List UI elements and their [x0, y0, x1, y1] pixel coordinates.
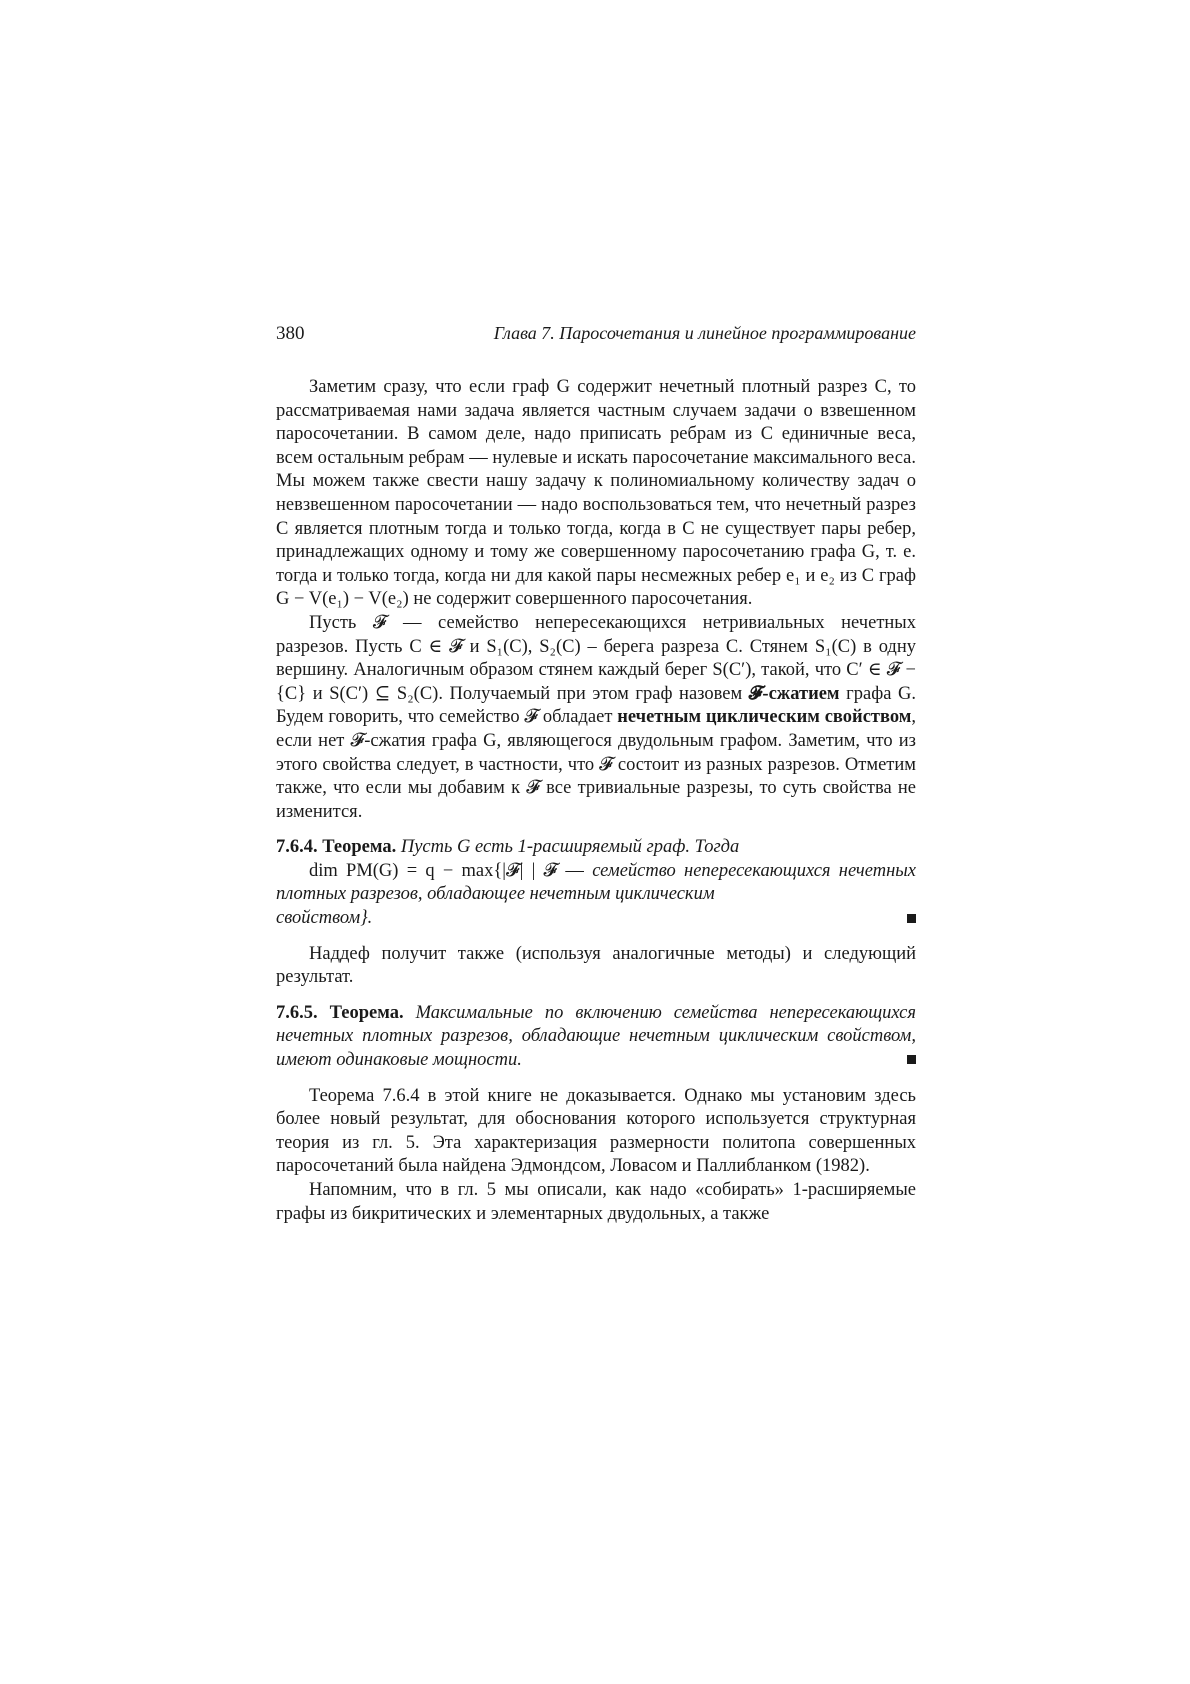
term-f-contraction: 𝓕-сжатием	[748, 683, 840, 704]
end-of-proof-icon	[907, 914, 916, 923]
paragraph-1: Заметим сразу, что если граф G содержит нечетный плотный разрез C, то рассматриваемая нами задача является частным случаем задачи о взвешенном паросочетании. В самом деле, надо приписать ребрам из C единичные веса, всем остальным ребрам — нулевые и искать паросочетание максимального веса. Мы можем также свести нашу задачу к полиномиальному количеству задач о невзвешенном паросочетании — надо воспользоваться тем, что нечетный разрез C является плотным тогда и только тогда, когда в C не существует пары ребер, принадлежащих одному и тому же совершенному паросочетанию графа G, т. е. тогда и только тогда, когда ни для какой пары несмежных ребер e₁ и e₂ из C граф G − V(e₁) − V(e₂) не содержит совершенного паросочетания.	[276, 377, 916, 610]
theorem-number: 7.6.4.	[276, 837, 318, 858]
paragraph-2-text-e: , если нет 𝓕-сжатия графа G, являющегося двудольным графом. Заметим, что из этого свойства следует, в частности, что 𝓕 состоит из разных разрезов. Отметим также, что если мы добавим к 𝓕 все тривиальные разрезы, то суть свойства не изменится.	[276, 707, 916, 822]
theorem-7-6-5	[276, 1002, 916, 1073]
theorem-word: Теорема.	[329, 1002, 404, 1023]
theorem-number: 7.6.5.	[276, 1002, 318, 1023]
end-of-proof-icon	[907, 1055, 916, 1064]
page-number: 380	[276, 323, 305, 344]
formula-rest: семейство непересекающихся нечетных плотных разрезов, обладающее нечетным циклическим	[276, 860, 916, 905]
theorem-statement: Максимальные по включению семейства непересекающихся нечетных плотных разрезов, обладающие нечетным циклическим свойством, имеют одинаковые мощности.	[276, 1002, 916, 1071]
term-odd-cycle-property: нечетным циклическим свойством	[617, 707, 912, 728]
running-head: Глава 7. Паросочетания и линейное программирование	[493, 323, 916, 343]
theorem-formula-tail	[276, 907, 916, 931]
paragraph-5: Напомним, что в гл. 5 мы описали, как надо «собирать» 1-расширяемые графы из бикритических и элементарных двудольных, а также	[276, 1180, 916, 1224]
theorem-word: Теорема.	[322, 837, 397, 858]
paragraph-2-text-a: Пусть 𝓕 — семейство непересекающихся нетривиальных нечетных разрезов. Пусть C ∈ 𝓕 и S₁(C), S₂(C) – берега разреза C. Стянем S₁(C) в одну вершину. Аналогичным образом стянем каждый берег S(C′), такой, что C′ ∈ 𝓕 − {C} и S(C′) ⊆ S₂(C). Получаемый при этом граф назовем	[276, 612, 916, 704]
theorem-formula	[276, 860, 916, 907]
paragraph-3: Наддеф получит также (используя аналогичные методы) и следующий результат.	[276, 943, 916, 988]
paragraph-2-text-c: графа G. Будем говорить, что семейство 𝓕 обладает	[276, 683, 916, 728]
formula-tail: свойством}.	[276, 908, 373, 929]
page-header	[276, 322, 916, 348]
paragraph-2	[276, 612, 916, 824]
paragraph-4: Теорема 7.6.4 в этой книге не доказывается. Однако мы установим здесь более новый результат, для обоснования которого используется структурная теория из гл. 5. Эта характеризация размерности политопа совершенных паросочетаний была найдена Эдмондсом, Ловасом и Паллибланком (1982).	[276, 1085, 916, 1177]
theorem-statement: Пусть G есть 1-расширяемый граф. Тогда	[400, 837, 740, 858]
theorem-7-6-4	[276, 836, 916, 860]
page	[276, 322, 916, 1226]
formula-lead: dim PM(G) = q − max{|𝓕| | 𝓕 —	[309, 860, 593, 881]
